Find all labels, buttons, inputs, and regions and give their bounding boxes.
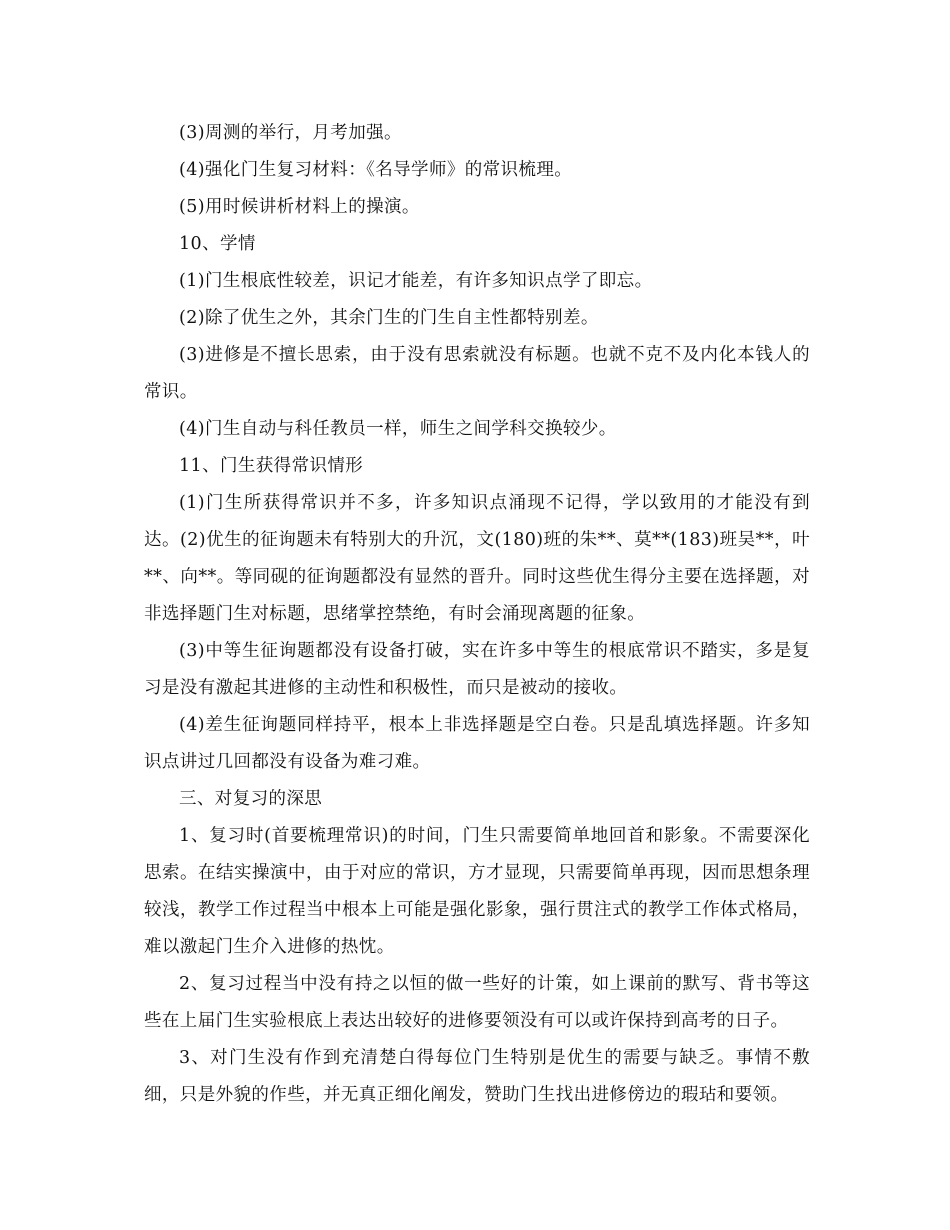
section-heading-learning-situation: 10、学情 bbox=[179, 234, 256, 254]
paragraph-reflection-two: 2、复习过程当中没有持之以恒的做一些好的计策，如上课前的默写、背书等这些在上届门生实验根底上表达出较好的进修要领没有可以或许保持到高考的日子。 bbox=[144, 974, 810, 1031]
paragraph-weak-foundation: (1)门生根底性较差，识记才能差，有许多知识点学了即忘。 bbox=[179, 271, 653, 291]
paragraph-reflection-three: 3、对门生没有作到充清楚白得每位门生特别是优生的需要与缺乏。事情不敷细，只是外貌的作些，并无真正细化阐发，赞助门生找出进修傍边的瑕玷和要领。 bbox=[144, 1048, 810, 1105]
paragraph-weekly-tests: (3)周测的举行，月考加强。 bbox=[179, 123, 402, 143]
section-heading-knowledge-acquisition: 11、门生获得常识情形 bbox=[179, 456, 364, 476]
paragraph-knowledge-and-top-students: (1)门生所获得常识并不多，许多知识点涌现不记得，学以致用的才能没有到达。(2)优生的征询题未有特别大的升沉，文(180)班的朱**、莫**(183)班吴**，叶**、向**。等同砚的征询题都没有显然的晋升。同时这些优生得分主要在选择题，对非选择题门生对标题，思绪掌控禁绝，有时会涌现离题的征象。 bbox=[144, 493, 810, 624]
paragraph-practice-explanation: (5)用时候讲析材料上的操演。 bbox=[179, 197, 420, 217]
paragraph-low-autonomy: (2)除了优生之外，其余门生的门生自主性都特别差。 bbox=[179, 308, 599, 328]
paragraph-thinking-skills: (3)进修是不擅长思索，由于没有思索就没有标题。也就不克不及内化本钱人的常识。 bbox=[144, 345, 810, 402]
paragraph-middle-students: (3)中等生征询题都没有设备打破，实在许多中等生的根底常识不踏实，多是复习是没有激起其进修的主动性和积极性，而只是被动的接收。 bbox=[144, 641, 810, 698]
section-heading-review-reflection: 三、对复习的深思 bbox=[179, 789, 323, 809]
paragraph-reflection-one: 1、复习时(首要梳理常识)的时间，门生只需要简单地回首和影象。不需要深化思索。在结实操演中，由于对应的常识，方才显现，只需要简单再现，因而思想条理较浅，教学工作过程当中根本上可能是强化影象，强行贯注式的教学工作体式格局，难以激起门生介入进修的热忱。 bbox=[144, 826, 810, 957]
paragraph-weak-students: (4)差生征询题同样持平，根本上非选择题是空白卷。只是乱填选择题。许多知识点讲过几回都没有设备为难刁难。 bbox=[144, 715, 810, 772]
paragraph-teacher-student-communication: (4)门生自动与科任教员一样，师生之间学科交换较少。 bbox=[179, 419, 617, 439]
paragraph-review-materials: (4)强化门生复习材料：《名导学师》的常识梳理。 bbox=[179, 160, 573, 180]
document-body bbox=[144, 115, 810, 1114]
